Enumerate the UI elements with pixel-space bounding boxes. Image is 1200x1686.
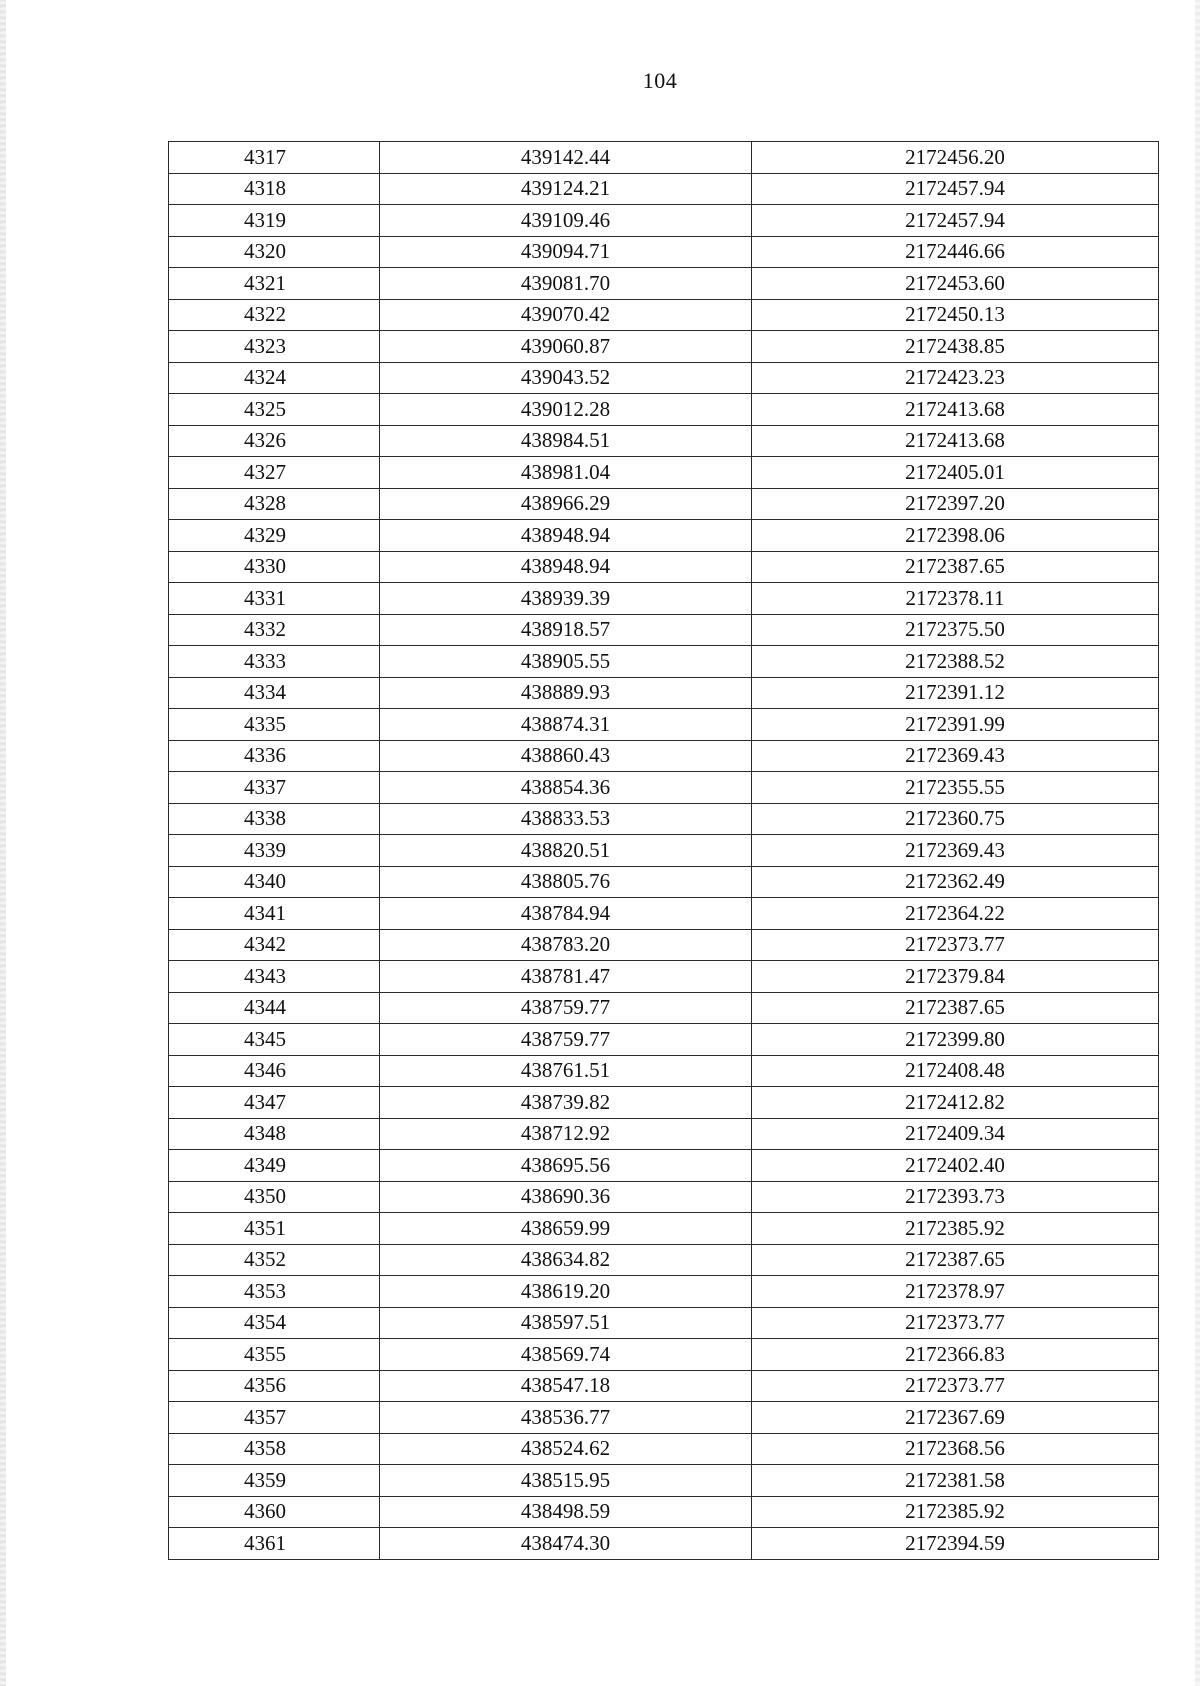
point-number-cell: 4343: [169, 961, 380, 993]
table-row: [169, 1055, 1159, 1087]
x-coordinate-cell: 438619.20: [380, 1276, 752, 1308]
table-row: [169, 142, 1159, 174]
table-row: [169, 583, 1159, 615]
y-coordinate-cell: 2172394.59: [752, 1528, 1159, 1560]
y-coordinate-cell: 2172362.49: [752, 866, 1159, 898]
x-coordinate-cell: 438820.51: [380, 835, 752, 867]
x-coordinate-cell: 438759.77: [380, 1024, 752, 1056]
y-coordinate-cell: 2172364.22: [752, 898, 1159, 930]
y-coordinate-cell: 2172378.97: [752, 1276, 1159, 1308]
y-coordinate-cell: 2172438.85: [752, 331, 1159, 363]
point-number-cell: 4355: [169, 1339, 380, 1371]
x-coordinate-cell: 438547.18: [380, 1370, 752, 1402]
coordinates-table: [168, 141, 1159, 1560]
y-coordinate-cell: 2172369.43: [752, 835, 1159, 867]
point-number-cell: 4333: [169, 646, 380, 678]
table-row: [169, 1465, 1159, 1497]
table-row: [169, 772, 1159, 804]
table-row: [169, 551, 1159, 583]
point-number-cell: 4339: [169, 835, 380, 867]
point-number-cell: 4360: [169, 1496, 380, 1528]
y-coordinate-cell: 2172402.40: [752, 1150, 1159, 1182]
table-row: [169, 331, 1159, 363]
y-coordinate-cell: 2172446.66: [752, 236, 1159, 268]
x-coordinate-cell: 439094.71: [380, 236, 752, 268]
coordinates-table-body: [169, 142, 1159, 1560]
table-row: [169, 1087, 1159, 1119]
x-coordinate-cell: 438759.77: [380, 992, 752, 1024]
y-coordinate-cell: 2172378.11: [752, 583, 1159, 615]
x-coordinate-cell: 438781.47: [380, 961, 752, 993]
table-row: [169, 1276, 1159, 1308]
point-number-cell: 4356: [169, 1370, 380, 1402]
point-number-cell: 4346: [169, 1055, 380, 1087]
x-coordinate-cell: 438784.94: [380, 898, 752, 930]
table-row: [169, 457, 1159, 489]
x-coordinate-cell: 438939.39: [380, 583, 752, 615]
point-number-cell: 4320: [169, 236, 380, 268]
table-row: [169, 520, 1159, 552]
point-number-cell: 4332: [169, 614, 380, 646]
point-number-cell: 4330: [169, 551, 380, 583]
table-row: [169, 425, 1159, 457]
y-coordinate-cell: 2172391.99: [752, 709, 1159, 741]
x-coordinate-cell: 438524.62: [380, 1433, 752, 1465]
x-coordinate-cell: 438783.20: [380, 929, 752, 961]
table-row: [169, 614, 1159, 646]
point-number-cell: 4321: [169, 268, 380, 300]
table-row: [169, 1213, 1159, 1245]
table-row: [169, 1244, 1159, 1276]
table-row: [169, 1402, 1159, 1434]
y-coordinate-cell: 2172456.20: [752, 142, 1159, 174]
y-coordinate-cell: 2172385.92: [752, 1496, 1159, 1528]
x-coordinate-cell: 438833.53: [380, 803, 752, 835]
table-row: [169, 362, 1159, 394]
scan-edge-right: [1195, 0, 1200, 1686]
x-coordinate-cell: 438498.59: [380, 1496, 752, 1528]
table-row: [169, 709, 1159, 741]
y-coordinate-cell: 2172412.82: [752, 1087, 1159, 1119]
x-coordinate-cell: 439109.46: [380, 205, 752, 237]
point-number-cell: 4338: [169, 803, 380, 835]
y-coordinate-cell: 2172373.77: [752, 929, 1159, 961]
y-coordinate-cell: 2172387.65: [752, 1244, 1159, 1276]
point-number-cell: 4341: [169, 898, 380, 930]
x-coordinate-cell: 438854.36: [380, 772, 752, 804]
table-row: [169, 488, 1159, 520]
y-coordinate-cell: 2172397.20: [752, 488, 1159, 520]
x-coordinate-cell: 438984.51: [380, 425, 752, 457]
point-number-cell: 4319: [169, 205, 380, 237]
x-coordinate-cell: 438739.82: [380, 1087, 752, 1119]
table-row: [169, 677, 1159, 709]
table-row: [169, 740, 1159, 772]
x-coordinate-cell: 438569.74: [380, 1339, 752, 1371]
point-number-cell: 4335: [169, 709, 380, 741]
point-number-cell: 4342: [169, 929, 380, 961]
x-coordinate-cell: 438805.76: [380, 866, 752, 898]
point-number-cell: 4349: [169, 1150, 380, 1182]
point-number-cell: 4350: [169, 1181, 380, 1213]
y-coordinate-cell: 2172408.48: [752, 1055, 1159, 1087]
scan-edge-left: [0, 0, 6, 1686]
y-coordinate-cell: 2172388.52: [752, 646, 1159, 678]
x-coordinate-cell: 439124.21: [380, 173, 752, 205]
table-row: [169, 866, 1159, 898]
point-number-cell: 4345: [169, 1024, 380, 1056]
y-coordinate-cell: 2172369.43: [752, 740, 1159, 772]
table-row: [169, 1339, 1159, 1371]
y-coordinate-cell: 2172368.56: [752, 1433, 1159, 1465]
y-coordinate-cell: 2172453.60: [752, 268, 1159, 300]
point-number-cell: 4340: [169, 866, 380, 898]
y-coordinate-cell: 2172457.94: [752, 173, 1159, 205]
table-row: [169, 1528, 1159, 1560]
point-number-cell: 4354: [169, 1307, 380, 1339]
table-row: [169, 268, 1159, 300]
table-row: [169, 835, 1159, 867]
point-number-cell: 4361: [169, 1528, 380, 1560]
point-number-cell: 4327: [169, 457, 380, 489]
point-number-cell: 4347: [169, 1087, 380, 1119]
y-coordinate-cell: 2172367.69: [752, 1402, 1159, 1434]
y-coordinate-cell: 2172391.12: [752, 677, 1159, 709]
point-number-cell: 4353: [169, 1276, 380, 1308]
y-coordinate-cell: 2172393.73: [752, 1181, 1159, 1213]
point-number-cell: 4324: [169, 362, 380, 394]
page-number: 104: [642, 68, 678, 93]
table-row: [169, 1024, 1159, 1056]
point-number-cell: 4326: [169, 425, 380, 457]
x-coordinate-cell: 438918.57: [380, 614, 752, 646]
table-row: [169, 236, 1159, 268]
point-number-cell: 4344: [169, 992, 380, 1024]
x-coordinate-cell: 438659.99: [380, 1213, 752, 1245]
x-coordinate-cell: 439060.87: [380, 331, 752, 363]
x-coordinate-cell: 439012.28: [380, 394, 752, 426]
x-coordinate-cell: 438536.77: [380, 1402, 752, 1434]
x-coordinate-cell: 438948.94: [380, 551, 752, 583]
point-number-cell: 4329: [169, 520, 380, 552]
x-coordinate-cell: 438889.93: [380, 677, 752, 709]
x-coordinate-cell: 438474.30: [380, 1528, 752, 1560]
x-coordinate-cell: 438597.51: [380, 1307, 752, 1339]
table-row: [169, 394, 1159, 426]
x-coordinate-cell: 438515.95: [380, 1465, 752, 1497]
y-coordinate-cell: 2172409.34: [752, 1118, 1159, 1150]
y-coordinate-cell: 2172405.01: [752, 457, 1159, 489]
point-number-cell: 4336: [169, 740, 380, 772]
x-coordinate-cell: 439070.42: [380, 299, 752, 331]
point-number-cell: 4348: [169, 1118, 380, 1150]
x-coordinate-cell: 439043.52: [380, 362, 752, 394]
point-number-cell: 4323: [169, 331, 380, 363]
point-number-cell: 4337: [169, 772, 380, 804]
table-row: [169, 1370, 1159, 1402]
x-coordinate-cell: 439081.70: [380, 268, 752, 300]
table-row: [169, 646, 1159, 678]
table-row: [169, 961, 1159, 993]
x-coordinate-cell: 438761.51: [380, 1055, 752, 1087]
y-coordinate-cell: 2172373.77: [752, 1370, 1159, 1402]
x-coordinate-cell: 438981.04: [380, 457, 752, 489]
table-row: [169, 1307, 1159, 1339]
table-row: [169, 898, 1159, 930]
x-coordinate-cell: 438695.56: [380, 1150, 752, 1182]
point-number-cell: 4325: [169, 394, 380, 426]
point-number-cell: 4352: [169, 1244, 380, 1276]
x-coordinate-cell: 439142.44: [380, 142, 752, 174]
x-coordinate-cell: 438948.94: [380, 520, 752, 552]
table-row: [169, 803, 1159, 835]
x-coordinate-cell: 438690.36: [380, 1181, 752, 1213]
y-coordinate-cell: 2172355.55: [752, 772, 1159, 804]
point-number-cell: 4317: [169, 142, 380, 174]
table-row: [169, 992, 1159, 1024]
table-row: [169, 1150, 1159, 1182]
point-number-cell: 4328: [169, 488, 380, 520]
point-number-cell: 4357: [169, 1402, 380, 1434]
y-coordinate-cell: 2172387.65: [752, 992, 1159, 1024]
point-number-cell: 4334: [169, 677, 380, 709]
y-coordinate-cell: 2172379.84: [752, 961, 1159, 993]
y-coordinate-cell: 2172399.80: [752, 1024, 1159, 1056]
table-row: [169, 929, 1159, 961]
y-coordinate-cell: 2172373.77: [752, 1307, 1159, 1339]
x-coordinate-cell: 438966.29: [380, 488, 752, 520]
y-coordinate-cell: 2172413.68: [752, 425, 1159, 457]
y-coordinate-cell: 2172385.92: [752, 1213, 1159, 1245]
table-row: [169, 1433, 1159, 1465]
table-row: [169, 299, 1159, 331]
table-row: [169, 205, 1159, 237]
x-coordinate-cell: 438905.55: [380, 646, 752, 678]
table-row: [169, 1118, 1159, 1150]
table-row: [169, 173, 1159, 205]
y-coordinate-cell: 2172381.58: [752, 1465, 1159, 1497]
y-coordinate-cell: 2172413.68: [752, 394, 1159, 426]
x-coordinate-cell: 438712.92: [380, 1118, 752, 1150]
y-coordinate-cell: 2172423.23: [752, 362, 1159, 394]
point-number-cell: 4322: [169, 299, 380, 331]
x-coordinate-cell: 438634.82: [380, 1244, 752, 1276]
x-coordinate-cell: 438874.31: [380, 709, 752, 741]
point-number-cell: 4331: [169, 583, 380, 615]
y-coordinate-cell: 2172398.06: [752, 520, 1159, 552]
table-row: [169, 1496, 1159, 1528]
y-coordinate-cell: 2172457.94: [752, 205, 1159, 237]
point-number-cell: 4359: [169, 1465, 380, 1497]
y-coordinate-cell: 2172387.65: [752, 551, 1159, 583]
table-row: [169, 1181, 1159, 1213]
point-number-cell: 4318: [169, 173, 380, 205]
point-number-cell: 4351: [169, 1213, 380, 1245]
y-coordinate-cell: 2172450.13: [752, 299, 1159, 331]
x-coordinate-cell: 438860.43: [380, 740, 752, 772]
y-coordinate-cell: 2172375.50: [752, 614, 1159, 646]
y-coordinate-cell: 2172360.75: [752, 803, 1159, 835]
point-number-cell: 4358: [169, 1433, 380, 1465]
y-coordinate-cell: 2172366.83: [752, 1339, 1159, 1371]
